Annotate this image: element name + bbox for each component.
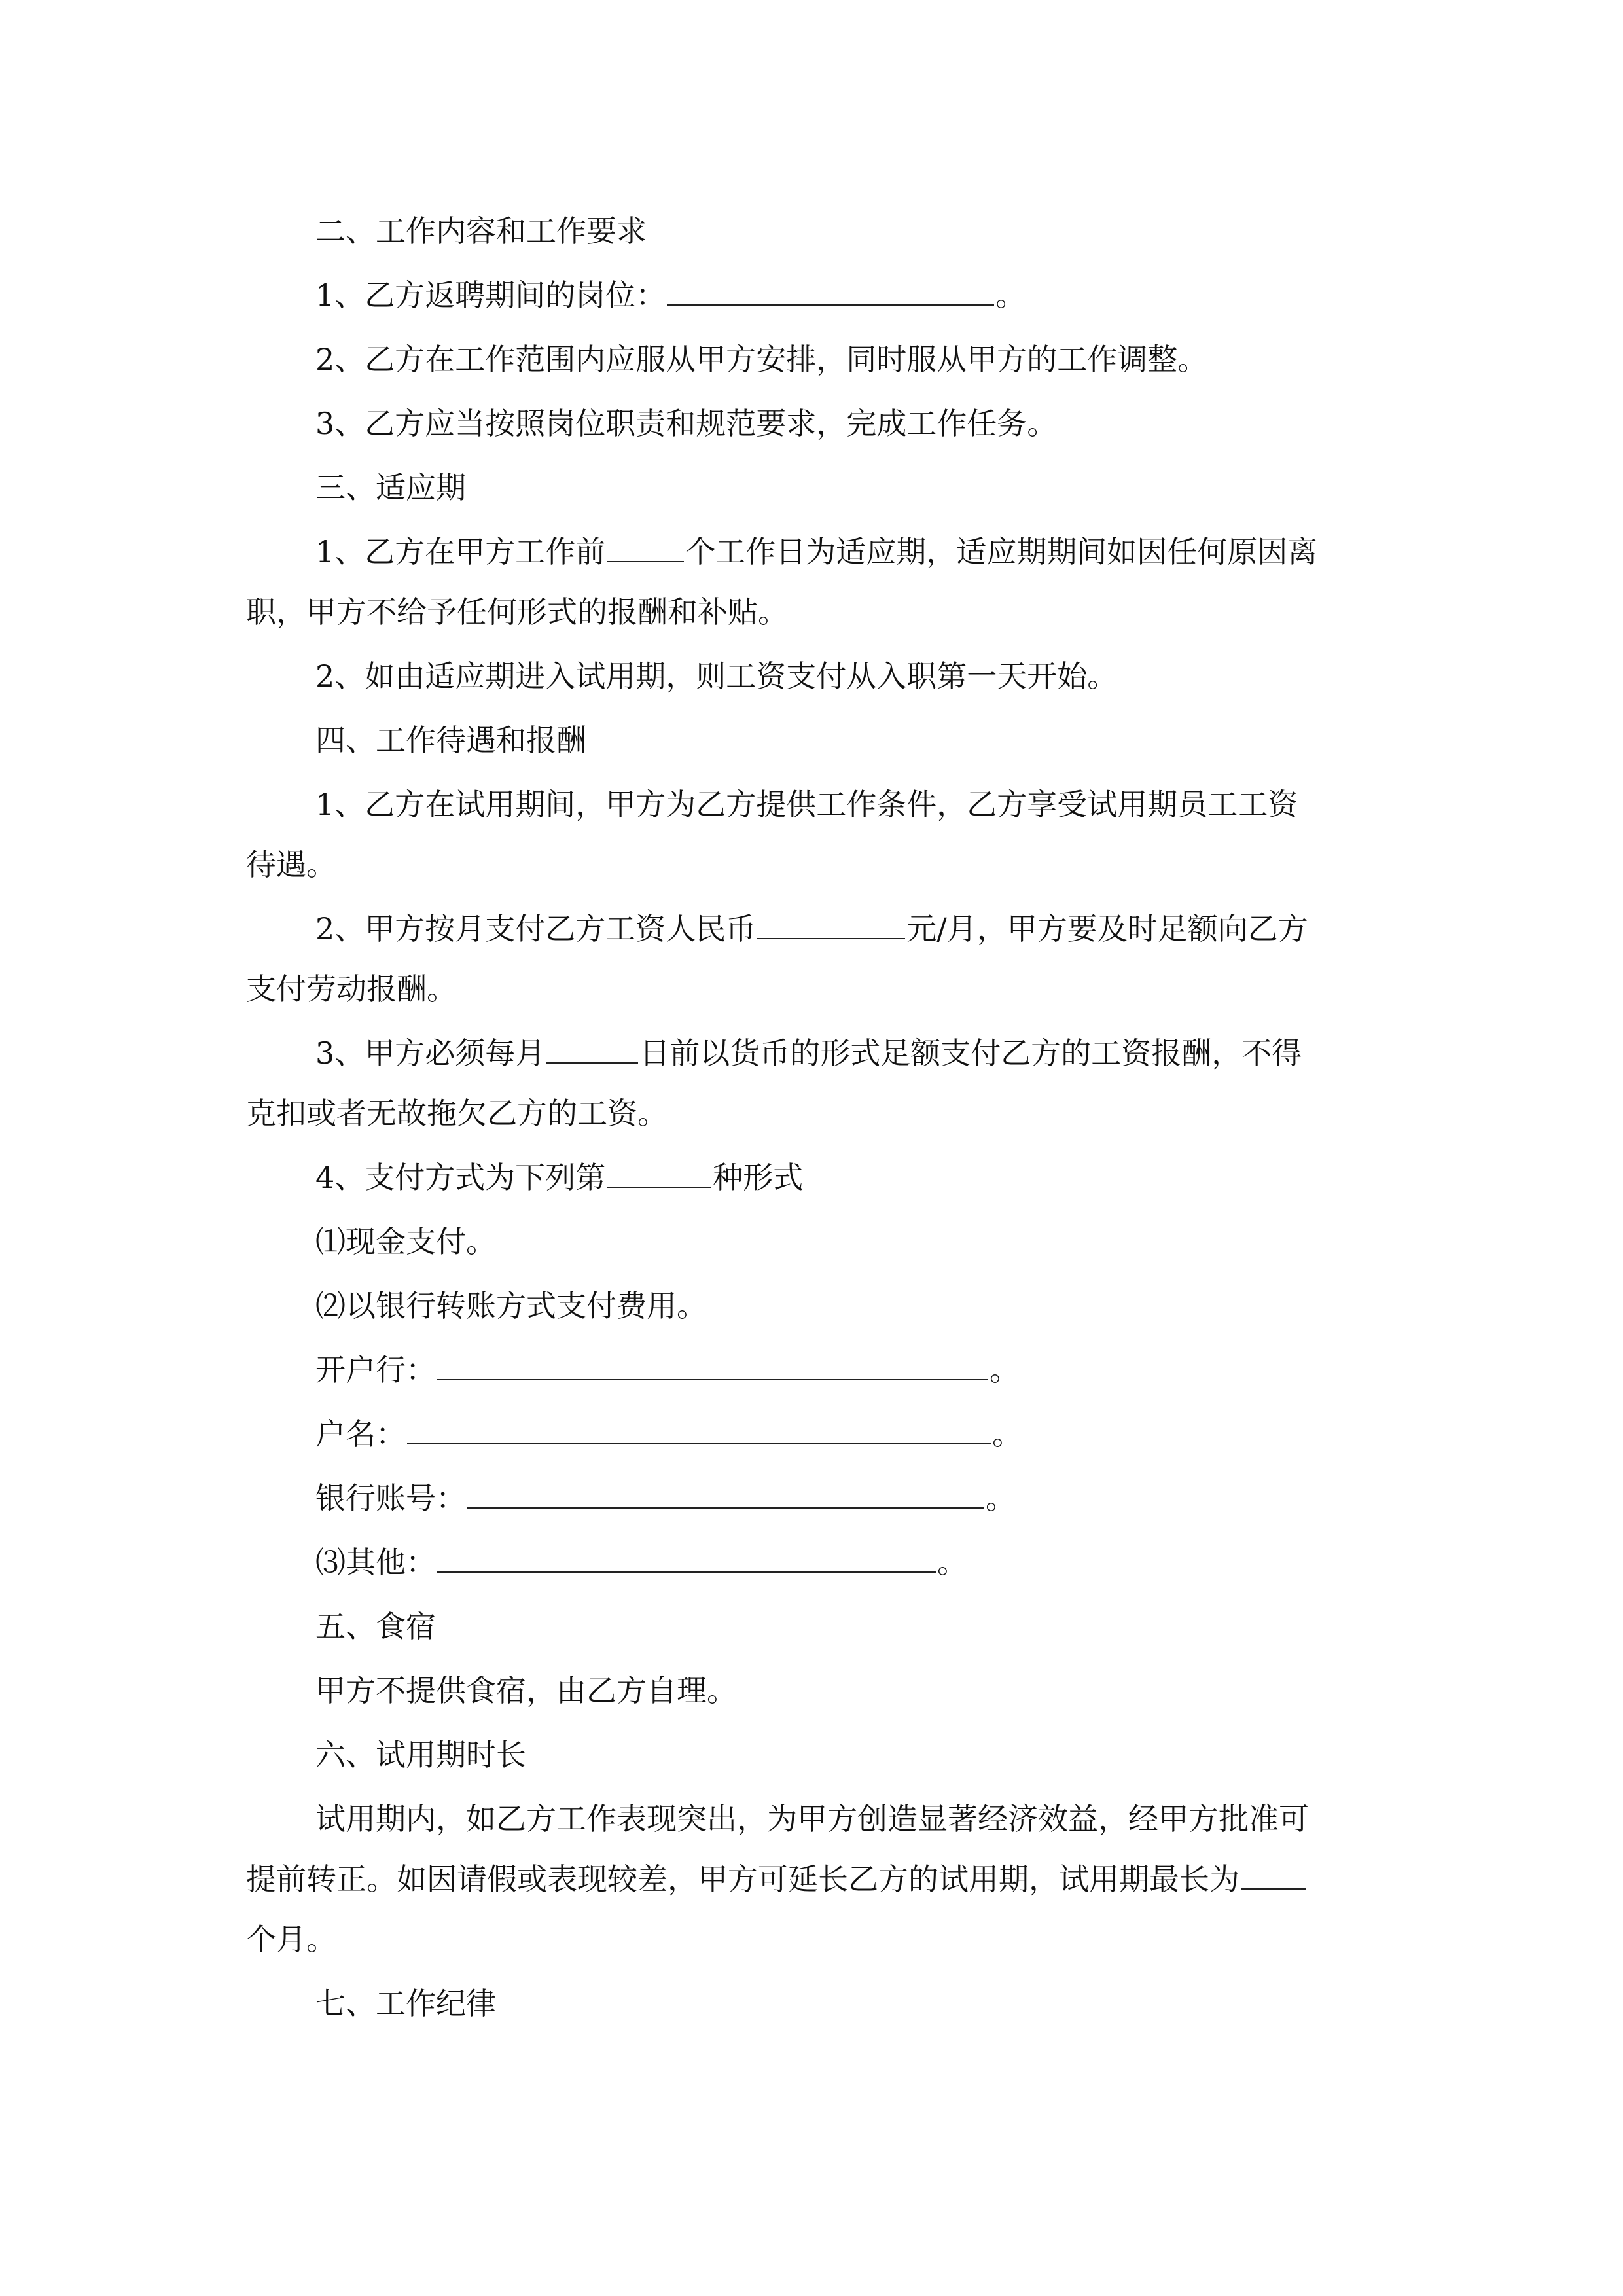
clause-text: 1、乙方返聘期间的岗位： [315,278,666,313]
clause-text: 日前以货币的形式足额支付乙方的工资报酬，不得 [639,1035,1302,1071]
salary-amount-blank[interactable] [757,909,905,939]
clause-text: 1、乙方在试用期间，甲方为乙方提供工作条件，乙方享受试用期员工工资 [315,787,1298,822]
section-heading-7 [0,1984,1623,2023]
clause-text: 1、乙方在甲方工作前 [315,534,606,569]
field-end: 。 [990,1352,1020,1388]
clause-text: 提前转正。如因请假或表现较差，甲方可延长乙方的试用期，试用期最长为 [246,1861,1240,1897]
heading-text: 二、工作内容和工作要求 [315,213,647,249]
account-name-line [0,1414,1623,1454]
payment-method-blank[interactable] [607,1158,711,1188]
clause-2-1 [0,276,1623,315]
clause-2-2 [0,340,1623,379]
section-heading-3 [0,468,1623,507]
field-end: 。 [992,1416,1022,1452]
field-end: 。 [986,1480,1016,1516]
clause-6-line1 [0,1799,1623,1839]
clause-text: 2、甲方按月支付乙方工资人民币 [315,911,757,946]
field-label: 银行账号： [315,1480,466,1516]
bank-name-blank[interactable] [437,1350,988,1380]
clause-3-1-line1 [0,532,1623,571]
adaptation-days-blank[interactable] [607,532,684,562]
section-heading-5 [0,1607,1623,1646]
bank-line [0,1350,1623,1390]
clause-text: 甲方不提供食宿，由乙方自理。 [315,1673,737,1708]
clause-text: 元/月，甲方要及时足额向乙方 [906,911,1308,946]
account-number-line [0,1479,1623,1518]
clause-4-2-line2 [0,969,1623,1009]
clause-4-3-line1 [0,1033,1623,1073]
clause-text: 3、甲方必须每月 [315,1035,546,1071]
heading-text: 六、试用期时长 [315,1737,526,1772]
clause-3-2 [0,656,1623,696]
clause-text: 种形式 [713,1160,804,1195]
heading-text: 五、食宿 [315,1609,436,1644]
clause-text: 待遇。 [246,847,336,882]
clause-6-line2 [0,1859,1623,1899]
pay-day-blank[interactable] [546,1033,638,1064]
clause-text: 2、如由适应期进入试用期，则工资支付从入职第一天开始。 [315,658,1118,694]
heading-text: 三、适应期 [315,470,466,505]
other-method-blank[interactable] [437,1543,936,1573]
clause-4-3-line2 [0,1094,1623,1133]
clause-4-1-line1 [0,785,1623,824]
clause-text: 支付劳动报酬。 [246,971,457,1007]
max-probation-blank[interactable] [1241,1859,1306,1890]
clause-4-2-line1 [0,909,1623,948]
clause-text: 克扣或者无故拖欠乙方的工资。 [246,1096,668,1131]
section-heading-6 [0,1735,1623,1774]
clause-text: 职，甲方不给予任何形式的报酬和补贴。 [246,594,788,630]
clause-4-1-line2 [0,845,1623,884]
field-label: ⑶其他： [315,1545,436,1580]
field-label: 户名： [315,1416,406,1452]
section-heading-4 [0,721,1623,760]
clause-end: 。 [995,278,1026,313]
position-blank[interactable] [667,276,994,306]
heading-text: 四、工作待遇和报酬 [315,723,586,758]
field-label: 开户行： [315,1352,436,1388]
payment-option-3 [0,1543,1623,1582]
clause-text: 2、乙方在工作范围内应服从甲方安排，同时服从甲方的工作调整。 [315,342,1208,377]
clause-3-1-line2 [0,592,1623,632]
clause-text: 个月。 [246,1922,336,1957]
field-end: 。 [937,1545,967,1580]
clause-text: 3、乙方应当按照岗位职责和规范要求，完成工作任务。 [315,406,1058,441]
section-heading-2 [0,211,1623,251]
heading-text: 七、工作纪律 [315,1986,496,2021]
account-number-blank[interactable] [467,1479,984,1509]
clause-5 [0,1671,1623,1710]
clause-text: 个工作日为适应期，适应期期间如因任何原因离 [685,534,1318,569]
clause-4-4 [0,1158,1623,1197]
payment-option-2 [0,1286,1623,1325]
option-text: ⑴现金支付。 [315,1224,496,1259]
clause-2-3 [0,404,1623,443]
payment-option-1 [0,1222,1623,1261]
clause-text: 试用期内，如乙方工作表现突出，为甲方创造显著经济效益，经甲方批准可 [315,1801,1309,1837]
clause-6-line3 [0,1920,1623,1959]
account-name-blank[interactable] [407,1414,991,1444]
option-text: ⑵以银行转账方式支付费用。 [315,1288,707,1323]
clause-text: 4、支付方式为下列第 [315,1160,606,1195]
